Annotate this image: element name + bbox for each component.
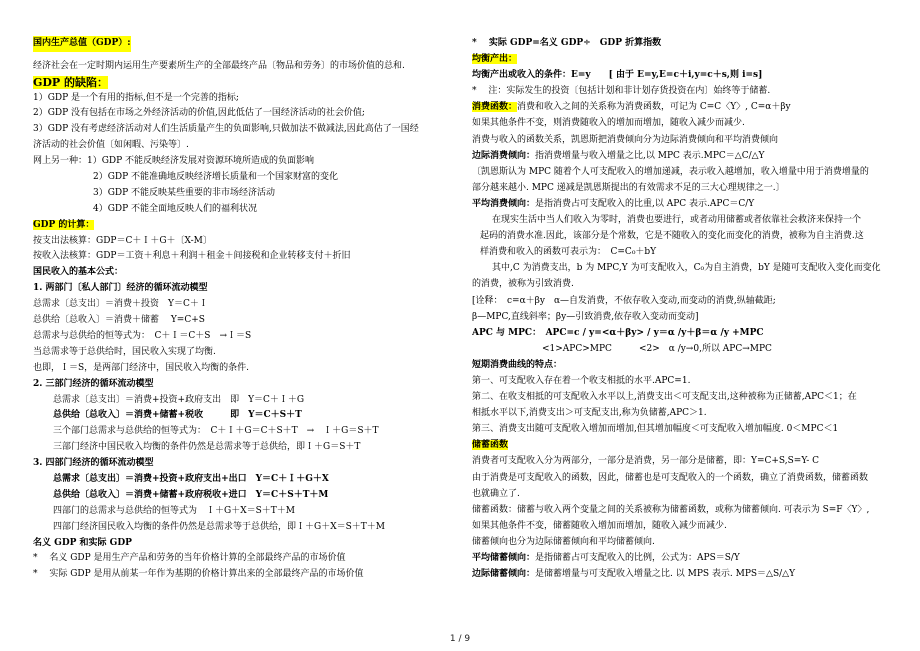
text-line: 样消费和收入的函数可表示为： C=C₀＋bY xyxy=(480,247,657,258)
text-line: [诠释： c=α＋βy α—自发消费，不依存收入变动,而变动的消费,纵轴截距; xyxy=(472,295,776,306)
section-heading-gdp: 国内生产总值（GDP）: xyxy=(33,36,131,52)
text-line: 第三、消费支出随可支配收入增加而增加,但其增加幅度＜可支配收入增加幅度. 0＜MPC＜1 xyxy=(472,424,839,435)
subheading: 1. 两部门〔私人部门〕经济的循环流动模型 xyxy=(33,283,208,294)
term-label: 平均消费倾向： xyxy=(472,198,536,209)
subheading: 短期消费曲线的特点： xyxy=(472,359,563,370)
text-line: 四部门的总需求与总供给的恒等式为 Ｉ＋G＋X＝S＋T＋M xyxy=(53,505,295,516)
text-line: 是储蓄增量与可支配收入增量之比. 以 MPS 表示. MPS＝△S/△Y xyxy=(535,569,796,580)
text-line: 如果其他条件不变，则消费随收入的增加而增加，随收入减少而减少. xyxy=(472,118,745,129)
text-line: 储蓄函数：储蓄与收入两个变量之间的关系被称为储蓄函数，或称为储蓄倾向. 可表示为 S=F〈Y〉, xyxy=(472,504,870,515)
subheading: 国民收入的基本公式： xyxy=(33,267,124,278)
text-line: 济活动的社会价值〔如闲暇、污染等〕. xyxy=(33,140,189,151)
text-line: 三个部门总需求与总供给的恒等式为： C＋Ｉ＋G＝C＋S＋T → Ｉ＋G＝S＋T xyxy=(53,426,379,437)
text-line: 四部门经济国民收入均衡的条件仍然是总需求等于总供给，即Ｉ＋G＋X＝S＋T＋M xyxy=(53,521,385,532)
text-line: 按收入法核算：GDP＝工资＋利息＋利润＋租金＋间接税和企业转移支付＋折旧 xyxy=(33,251,351,262)
text-line: 是指储蓄占可支配收入的比例，公式为：APS＝S/Y xyxy=(535,553,740,563)
subheading: 名义 GDP 和实际 GDP xyxy=(33,537,132,548)
text-line: 1）GDP 是一个有用的指标,但不是一个完善的指标; xyxy=(33,92,239,103)
text-line: * 注：实际发生的投资〔包括计划和非计划存货投资在内〕始终等于储蓄. xyxy=(472,86,771,97)
text-line: 总供给〔总收入〕＝消费+储蓄+政府税收+进口 Y＝C＋S＋T＋M xyxy=(53,489,329,500)
text-line: 总供给〔总收入〕＝消费＋储蓄 Y=C+S xyxy=(33,315,205,326)
section-heading-equilibrium: 均衡产出： xyxy=(472,54,518,65)
text-line: 按支出法核算：GDP＝C＋Ｉ＋G＋〔X-M〕 xyxy=(33,235,212,246)
text-line: 2）GDP 没有包括在市场之外经济活动的价值,因此低估了一国经济活动的社会价值; xyxy=(33,108,365,119)
text-line: β—MPC,直线斜率；βy—引致消费,依存收入变动而变动] xyxy=(472,311,699,322)
section-heading-gdp-calc: GDP 的计算： xyxy=(33,219,95,230)
text-line: 总需求与总供给的恒等式为： C＋Ｉ＝C＋S →Ｉ＝S xyxy=(33,330,252,341)
text-line: 网上另一种：1）GDP 不能反映经济发展对资源环境所造成的负面影响 xyxy=(33,156,315,167)
text-line: 其中,C 为消费支出，b 为 MPC,Y 为可支配收入，C₀为自主消费，bY 是随可支配收入变化而变化 xyxy=(492,263,881,274)
text-line: 消费和收入之间的关系称为消费函数，可记为 C=C〈Y〉, C=α＋βy xyxy=(517,102,791,113)
text-line: 总需求〔总支出〕＝消费＋投资 Y＝C＋Ｉ xyxy=(33,299,208,310)
text-line: 如果其他条件不变，储蓄随收入增加而增加，随收入减少而减少. xyxy=(472,520,727,531)
text-line: * 名义 GDP 是用生产产品和劳务的当年价格计算的全部最终产品的市场价值 xyxy=(33,553,346,564)
text-line: 4）GDP 不能全面地反映人们的福利状况 xyxy=(93,203,258,214)
text-line: 消费者可支配收入分为两部分，一部分是消费，另一部分是储蓄，即：Y=C+S,S=Y- C xyxy=(472,456,820,467)
term-label: 平均储蓄倾向： xyxy=(472,553,536,563)
subheading: 2. 三部门经济的循环流动模型 xyxy=(33,378,154,389)
text-line: 总供给〔总收入〕＝消费+储蓄+税收 即 Y＝C＋S＋T xyxy=(53,410,302,421)
text-line: 也即，Ｉ＝S，是两部门经济中，国民收入均衡的条件. xyxy=(33,362,250,373)
text-line: 也就确立了. xyxy=(472,488,520,499)
text-line: 由于消费是可支配收入的函数，因此，储蓄也是可支配收入的一个函数，确立了消费函数，储蓄函数 xyxy=(472,472,869,483)
text-line: 的消费，被称为引致消费. xyxy=(472,279,574,290)
term-label: 边际消费倾向： xyxy=(472,150,536,161)
section-heading-saving-function: 储蓄函数 xyxy=(472,440,509,451)
text-line: 三部门经济中国民收入均衡的条件仍然是总需求等于总供给，即Ｉ＋G＝S＋T xyxy=(53,442,361,453)
text-line: 是指消费占可支配收入的比重,以 APC 表示.APC＝C/Y xyxy=(535,198,755,209)
text-line: 2）GDP 不能准确地反映经济增长质量和一个国家财富的变化 xyxy=(93,172,339,183)
section-heading-consumption-function: 消费函数： xyxy=(472,102,518,113)
text-line: * 实际 GDP 是用从前某一年作为基期的价格计算出来的全部最终产品的市场价值 xyxy=(33,569,364,580)
text-line: 3）GDP 不能反映某些重要的非市场经济活动 xyxy=(93,187,276,198)
text-line: 当总需求等于总供给时，国民收入实现了均衡. xyxy=(33,346,216,357)
text-line: 总需求〔总支出〕＝消费+投资+政府支出+出口 Y＝C＋Ｉ＋G＋X xyxy=(53,473,329,484)
section-heading-gdp-defects: GDP 的缺陷： xyxy=(33,75,109,89)
text-line: 储蓄倾向也分为边际储蓄倾向和平均储蓄倾向. xyxy=(472,536,655,547)
text-line: 均衡产出或收入的条件：E=y [ 由于 E=y,E=c＋i,y=c＋s,则 i=s] xyxy=(472,70,763,81)
text-line: 〔凯恩斯认为 MPC 随着个人可支配收入的增加递减，表示收入越增加，收入增量中用于消费增量的 xyxy=(472,166,869,177)
text-line: * 实际 GDP=名义 GDP÷ GDP 折算指数 xyxy=(472,38,662,48)
text-line: <1>APC>MPC <2> α /y→0,所以 APC→MPC xyxy=(542,343,772,354)
text-line: APC 与 MPC： APC=c / y=<α＋βy> / y＝α /y＋β＝α /y +MPC xyxy=(472,327,764,338)
term-label: 边际储蓄倾向： xyxy=(472,569,536,580)
left-column xyxy=(33,36,451,583)
text-line: 第一、可支配收入存在着一个收支相抵的水平.APC=1. xyxy=(472,375,691,386)
text-line: 指消费增量与收入增量之比,以 MPC 表示.MPC＝△C/△Y xyxy=(535,150,765,161)
right-column xyxy=(472,35,894,582)
text-line: 相抵水平以下,消费支出＞可支配支出,称为负储蓄,APC＞1. xyxy=(472,408,707,419)
text-line: 总需求〔总支出〕＝消费+投资+政府支出 即 Y＝C＋Ｉ＋G xyxy=(53,394,305,405)
text-line: 在现实生活中当人们收入为零时，消费也要进行，或者动用储蓄或者依靠社会救济来保持一个 xyxy=(492,215,862,226)
page-number: 1 / 9 xyxy=(449,634,471,644)
text-line: 部分越来越小. MPC 递减是凯恩斯提出的有效需求不足的三大心理规律之一.〕 xyxy=(472,182,785,193)
text-line: 3）GDP 没有考虑经济活动对人们生活质量产生的负面影响,只做加法不做减法,因此高估了一国经 xyxy=(33,124,419,135)
text-line: 消费与收入的函数关系，凯恩斯把消费倾向分为边际消费倾向和平均消费倾向 xyxy=(472,134,779,145)
text-line: 起码的消费水准.因此，该部分是个常数，它是不随收入的变化而变化的消费，被称为自主消费.这 xyxy=(480,231,864,242)
text-line: 第二、在收支相抵的可支配收入水平以上,消费支出＜可支配支出,这种被称为正储蓄,APC＜1；在 xyxy=(472,392,857,403)
subheading: 3. 四部门经济的循环流动模型 xyxy=(33,458,154,469)
text-line: 经济社会在一定时期内运用生产要素所生产的全部最终产品〔物品和劳务〕的市场价值的总和. xyxy=(33,60,405,71)
